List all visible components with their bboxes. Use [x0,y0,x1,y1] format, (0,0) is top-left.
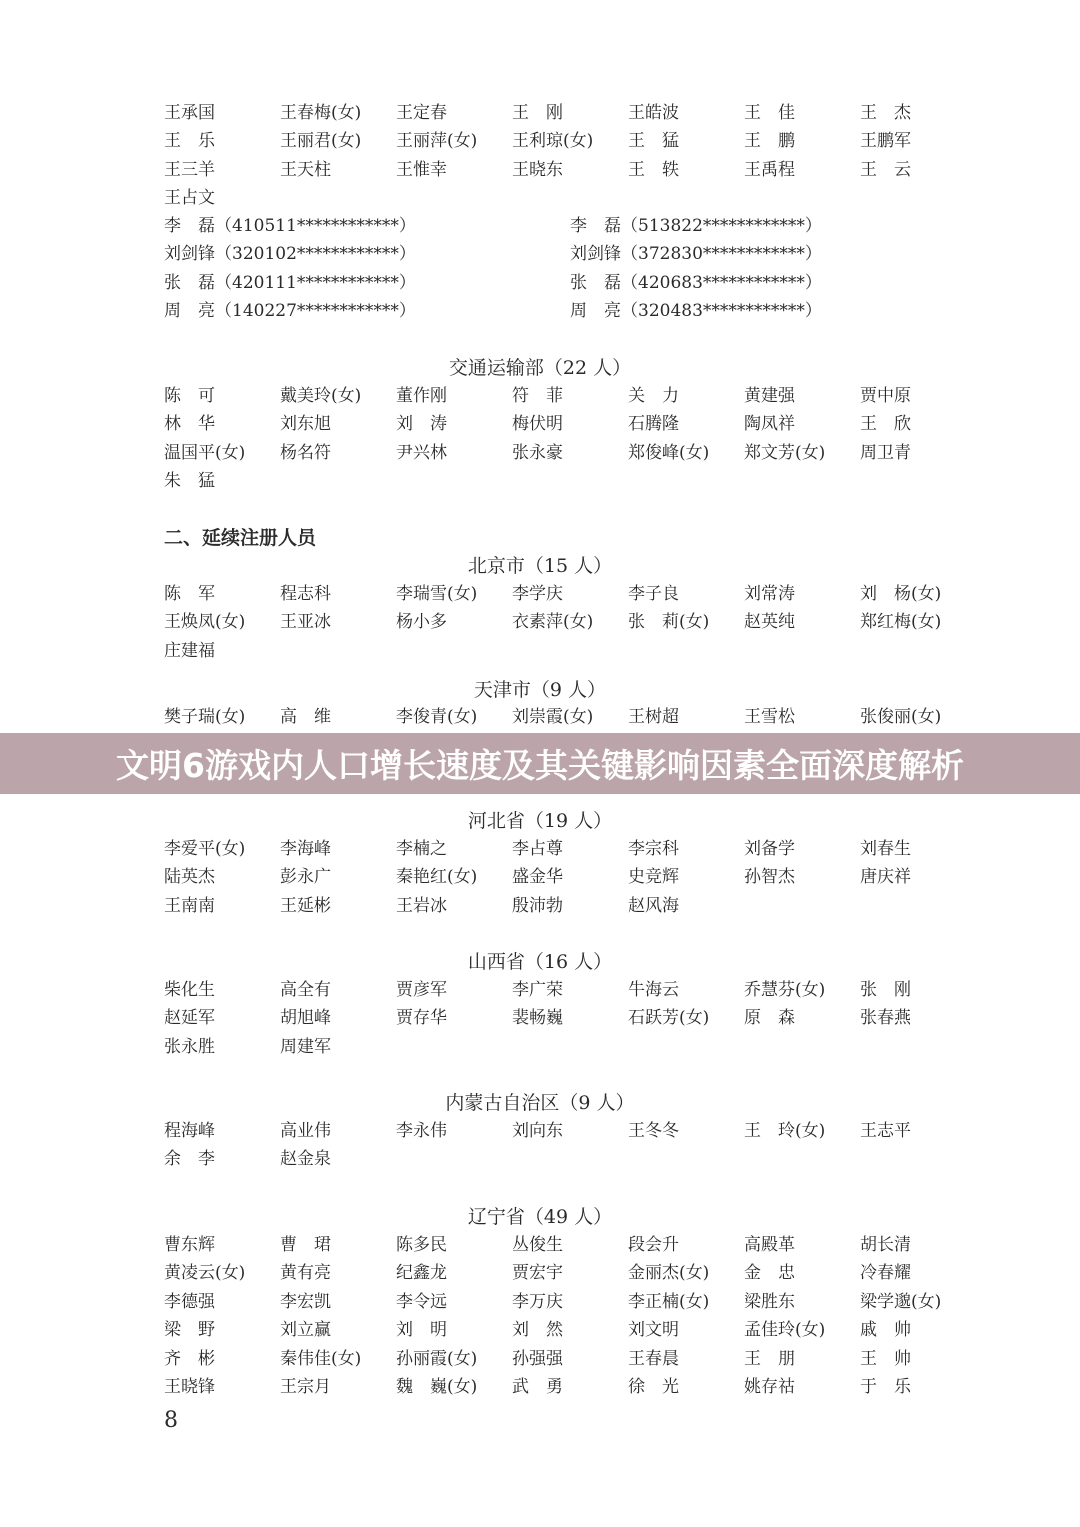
name-cell: 刘立赢 [280,1320,331,1341]
name-cell: 王树超 [628,707,679,727]
name-cell: 刘文明 [628,1320,679,1341]
name-cell: 王 鹏 [744,131,795,152]
name-cell: 王 朋 [744,1348,795,1369]
name-cell: 王丽萍(女) [396,131,478,152]
section-name-list [164,976,984,1061]
name-cell: 李德强 [164,1291,215,1312]
name-cell: 高业伟 [280,1121,331,1141]
name-cell: 王 欣 [860,414,911,435]
name-cell: 孙丽霞(女) [396,1348,478,1369]
name-row [164,580,984,608]
name-cell: 王利琼(女) [512,131,594,152]
name-cell: 刘常涛 [744,584,795,604]
title-banner [0,733,1080,794]
name-row [164,976,984,1004]
name-cell: 贾中原 [860,386,911,406]
name-row [164,1033,984,1061]
name-cell: 冷春耀 [860,1263,911,1284]
section-name-list [164,580,984,665]
name-cell: 王 猛 [628,131,679,152]
name-cell: 孟佳玲(女) [744,1320,826,1341]
name-cell: 高 维 [280,707,331,727]
name-cell: 赵英纯 [744,612,795,633]
name-cell: 张永豪 [512,442,563,463]
name-cell: 李广荣 [512,980,563,1000]
name-cell: 周卫青 [860,442,911,463]
name-cell: 王占文 [164,188,215,209]
name-cell: 王 帅 [860,1348,911,1369]
name-cell: 陈 军 [164,584,215,604]
name-cell: 郑文芳(女) [744,442,826,463]
name-cell: 金丽杰(女) [628,1263,710,1284]
name-cell: 唐庆祥 [860,867,911,888]
name-cell: 纪鑫龙 [396,1263,447,1284]
name-cell: 王三羊 [164,159,215,180]
name-cell: 关 力 [628,386,679,406]
name-row [164,127,984,155]
name-row [164,439,984,467]
id-name-list [164,212,984,326]
name-row [164,269,984,297]
name-cell: 符 菲 [512,386,563,406]
name-row [164,637,984,665]
name-cell: 王延彬 [280,895,331,916]
name-cell: 陆英杰 [164,867,215,888]
name-cell: 赵金泉 [280,1149,331,1170]
name-cell: 王 玲(女) [744,1121,826,1141]
name-cell: 朱 猛 [164,471,215,492]
name-cell: 徐 光 [628,1376,679,1397]
page-number: 8 [164,1408,178,1433]
name-cell: 李宏凯 [280,1291,331,1312]
name-cell: 段会升 [628,1235,679,1255]
section-name-list [164,835,984,920]
name-cell: 王南南 [164,895,215,916]
name-cell: 陈 可 [164,386,215,406]
name-cell: 王晓东 [512,159,563,180]
name-cell: 牛海云 [628,980,679,1000]
name-cell: 王 轶 [628,159,679,180]
name-cell: 王定春 [396,103,447,123]
name-cell: 魏 巍(女) [396,1376,478,1397]
name-row [164,1145,984,1173]
name-cell: 秦艳红(女) [396,867,478,888]
name-cell: 李宗科 [628,839,679,859]
name-cell: 王 刚 [512,103,563,123]
name-cell: 李子良 [628,584,679,604]
name-cell: 曹东辉 [164,1235,215,1255]
section-heading: 辽宁省（49 人） [467,1206,613,1228]
name-cell: 樊子瑞(女) [164,707,246,727]
name-cell: 赵延军 [164,1008,215,1029]
section-heading: 山西省（16 人） [467,951,613,973]
name-cell: 王焕凤(女) [164,612,246,633]
name-cell: 张 刚 [860,980,911,1000]
name-cell: 姚存祜 [744,1376,795,1397]
name-cell: 李 磊（513822************） [570,216,822,236]
name-cell: 王志平 [860,1121,911,1141]
name-cell: 石腾隆 [628,414,679,435]
name-cell: 李永伟 [396,1121,447,1141]
name-row [164,184,984,212]
name-cell: 温国平(女) [164,442,246,463]
name-cell: 金 忠 [744,1263,795,1284]
banner-title: 文明6游戏内人口增长速度及其关键影响因素全面深度解析 [116,746,964,785]
name-cell: 王承国 [164,103,215,123]
name-cell: 胡旭峰 [280,1008,331,1029]
name-cell: 王丽君(女) [280,131,362,152]
name-cell: 赵风海 [628,895,679,916]
name-cell: 戚 帅 [860,1320,911,1341]
name-cell: 王雪松 [744,707,795,727]
name-cell: 梁 野 [164,1320,215,1341]
name-cell: 黄凌云(女) [164,1263,246,1284]
name-cell: 刘 然 [512,1320,563,1341]
name-cell: 高殿革 [744,1235,795,1255]
name-cell: 周 亮（320483************） [570,301,822,322]
name-cell: 王禹程 [744,159,795,180]
section-heading: 内蒙古自治区（9 人） [445,1092,635,1114]
name-cell: 胡长清 [860,1235,911,1255]
name-cell: 李万庆 [512,1291,563,1312]
name-row [164,1373,984,1401]
name-cell: 王 乐 [164,131,215,152]
name-cell: 刘备学 [744,839,795,859]
section-title: 二、延续注册人员 [164,527,317,549]
name-row [164,382,984,410]
section-name-list [164,1231,984,1401]
name-cell: 王晓锋 [164,1376,215,1397]
name-cell: 李学庆 [512,584,563,604]
name-cell: 梁学邈(女) [860,1291,942,1312]
name-row [164,1004,984,1032]
name-cell: 周建军 [280,1036,331,1057]
name-cell: 黄建强 [744,386,795,406]
section-name-list [164,1117,984,1174]
name-cell: 曹 珺 [280,1235,331,1255]
name-row [164,703,984,731]
name-cell: 张 磊（420683************） [570,272,822,293]
name-cell: 刘剑锋（372830************） [570,244,822,265]
name-cell: 余 李 [164,1149,215,1170]
name-row [164,212,984,240]
name-cell: 王 杰 [860,103,911,123]
name-row [164,240,984,268]
name-cell: 王 云 [860,159,911,180]
section-heading: 天津市（9 人） [473,679,607,701]
name-cell: 刘剑锋（320102************） [164,244,416,265]
name-cell: 王天柱 [280,159,331,180]
section-heading: 北京市（15 人） [467,555,613,577]
name-cell: 高全有 [280,980,331,1000]
name-cell: 林 华 [164,414,215,435]
name-cell: 杨小多 [396,612,447,633]
name-row [164,835,984,863]
name-cell: 张春燕 [860,1008,911,1029]
name-cell: 李瑞雪(女) [396,584,478,604]
name-cell: 黄有亮 [280,1263,331,1284]
name-row [164,1345,984,1373]
name-cell: 刘 涛 [396,414,447,435]
name-row [164,156,984,184]
name-cell: 王岩冰 [396,895,447,916]
name-cell: 乔慧芬(女) [744,980,826,1000]
name-cell: 陶凤祥 [744,414,795,435]
name-cell: 刘崇霞(女) [512,707,594,727]
name-cell: 郑俊峰(女) [628,442,710,463]
name-row [164,1259,984,1287]
name-row [164,467,984,495]
section-heading: 河北省（19 人） [467,810,613,832]
name-cell: 贾宏宇 [512,1263,563,1284]
name-cell: 齐 彬 [164,1348,215,1369]
name-cell: 刘 杨(女) [860,584,942,604]
name-cell: 王春梅(女) [280,103,362,123]
name-cell: 武 勇 [512,1376,563,1397]
name-cell: 王皓波 [628,103,679,123]
name-cell: 王春晨 [628,1348,679,1369]
name-cell: 李正楠(女) [628,1291,710,1312]
name-cell: 于 乐 [860,1376,911,1397]
name-cell: 戴美玲(女) [280,386,362,406]
name-cell: 李楠之 [396,839,447,859]
name-cell: 程海峰 [164,1121,215,1141]
name-cell: 程志科 [280,584,331,604]
name-cell: 王亚冰 [280,612,331,633]
name-cell: 李海峰 [280,839,331,859]
name-row [164,297,984,325]
name-row [164,892,984,920]
name-cell: 王冬冬 [628,1121,679,1141]
name-row [164,410,984,438]
name-cell: 李占尊 [512,839,563,859]
name-cell: 秦伟佳(女) [280,1348,362,1369]
wang-name-list [164,99,984,213]
name-cell: 杨名符 [280,442,331,463]
name-cell: 刘东旭 [280,414,331,435]
name-cell: 孙强强 [512,1348,563,1369]
name-cell: 王鹏军 [860,131,911,152]
name-cell: 庄建福 [164,640,215,661]
name-row [164,1117,984,1145]
name-cell: 张 磊（420111************） [164,272,416,293]
name-cell: 殷沛勃 [512,895,563,916]
name-cell: 衣素萍(女) [512,612,594,633]
name-cell: 张 莉(女) [628,612,710,633]
name-cell: 郑红梅(女) [860,612,942,633]
name-cell: 裴畅巍 [512,1008,563,1029]
name-cell: 李令远 [396,1291,447,1312]
name-cell: 张俊丽(女) [860,707,942,727]
name-cell: 原 森 [744,1008,795,1029]
name-cell: 梁胜东 [744,1291,795,1312]
name-cell: 丛俊生 [512,1235,563,1255]
name-cell: 刘 明 [396,1320,447,1341]
name-cell: 王惟幸 [396,159,447,180]
name-row [164,99,984,127]
name-cell: 张永胜 [164,1036,215,1057]
name-cell: 王宗月 [280,1376,331,1397]
name-cell: 李爱平(女) [164,839,246,859]
name-cell: 孙智杰 [744,867,795,888]
section-name-list [164,382,984,496]
name-cell: 王 佳 [744,103,795,123]
name-row [164,1231,984,1259]
name-cell: 刘春生 [860,839,911,859]
name-cell: 李俊青(女) [396,707,478,727]
name-cell: 石跃芳(女) [628,1008,710,1029]
name-cell: 贾彦军 [396,980,447,1000]
name-row [164,1288,984,1316]
name-cell: 李 磊（410511************） [164,216,416,236]
name-cell: 梅伏明 [512,414,563,435]
name-cell: 董作刚 [396,386,447,406]
name-cell: 周 亮（140227************） [164,301,416,322]
name-row [164,1316,984,1344]
name-cell: 尹兴林 [396,442,447,463]
section-name-list [164,703,984,731]
name-cell: 盛金华 [512,867,563,888]
name-cell: 史竞辉 [628,867,679,888]
name-row [164,608,984,636]
section-heading: 交通运输部（22 人） [448,357,632,379]
name-row [164,863,984,891]
name-cell: 刘向东 [512,1121,563,1141]
name-cell: 贾存华 [396,1008,447,1029]
name-cell: 彭永广 [280,867,331,888]
name-cell: 陈多民 [396,1235,447,1255]
name-cell: 柴化生 [164,980,215,1000]
